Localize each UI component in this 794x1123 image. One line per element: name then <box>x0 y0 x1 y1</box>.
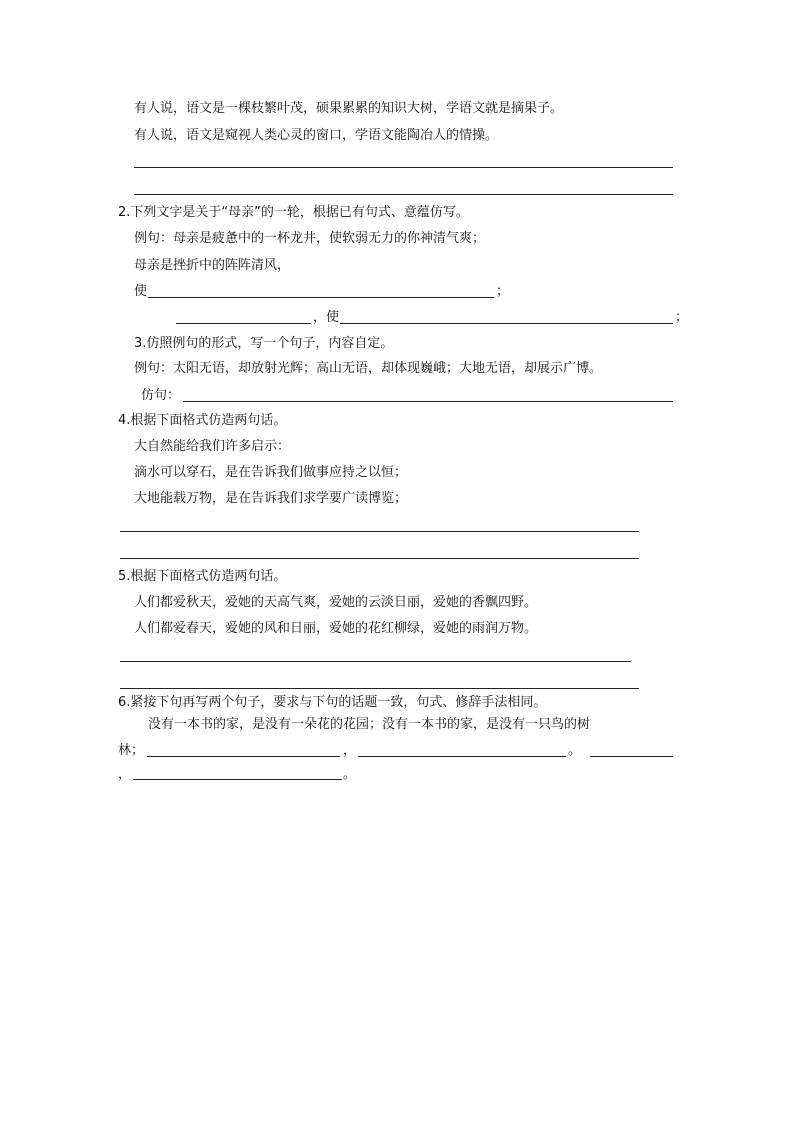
q1-answer-line-2[interactable] <box>134 194 673 195</box>
q1-answer-line-1[interactable] <box>134 167 673 168</box>
q4-line2: 滴水可以穿石，是在告诉我们做事应持之以恒； <box>134 465 408 480</box>
q6-period: 。 <box>568 743 582 758</box>
q4-line3: 大地能载万物，是在告诉我们求学要广读博览； <box>134 491 408 506</box>
q2-line: 母亲是挫折中的阵阵清风， <box>134 258 291 273</box>
q2-blank-3[interactable] <box>340 323 673 324</box>
q4-answer-line-1[interactable] <box>120 531 639 532</box>
q5-title: 5.根据下面格式仿造两句话。 <box>118 569 287 584</box>
q2-shi-label: 使 <box>134 284 148 299</box>
q6-blank-4[interactable] <box>133 779 342 780</box>
q6-comma-2: ， <box>118 767 132 782</box>
q5-line2: 人们都爱春天，爱她的风和日丽，爱她的花红柳绿，爱她的雨润万物。 <box>134 621 538 636</box>
q4-title: 4.根据下面格式仿造两句话。 <box>118 413 287 428</box>
q4-line1: 大自然能给我们许多启示： <box>134 439 291 454</box>
q3-title: 3.仿照例句的形式，写一个句子，内容自定。 <box>134 336 394 351</box>
q5-answer-line-1[interactable] <box>120 661 631 662</box>
q6-period-2: 。 <box>343 767 357 782</box>
q2-title: 2.下列文字是关于“母亲”的一轮，根据已有句式、意蕴仿写。 <box>118 205 469 220</box>
q4-answer-line-2[interactable] <box>120 558 639 559</box>
q2-blank-1[interactable] <box>148 297 494 298</box>
q2-comma-shi: ，使 <box>313 310 340 325</box>
q6-comma: ， <box>343 743 357 758</box>
q6-blank-2[interactable] <box>358 756 566 757</box>
q2-semicolon-2: ； <box>675 310 689 325</box>
q1-line1: 有人说，语文是一棵枝繁叶茂，硕果累累的知识大树，学语文就是摘果子。 <box>134 101 564 116</box>
q6-blank-3[interactable] <box>590 756 673 757</box>
q6-lin: 林； <box>118 743 145 758</box>
q2-example: 例句：母亲是疲惫中的一杯龙井，使软弱无力的你神清气爽； <box>134 231 486 246</box>
q6-line1: 没有一本书的家，是没有一朵花的花园；没有一本书的家，是没有一只鸟的树 <box>148 717 591 732</box>
q3-example: 例句：太阳无语，却放射光辉；高山无语，却体现巍峨；大地无语，却展示广博。 <box>134 361 603 376</box>
q3-answer-label: 仿句： <box>141 388 181 403</box>
q6-blank-1[interactable] <box>147 756 340 757</box>
q5-answer-line-2[interactable] <box>120 688 639 689</box>
q5-line1: 人们都爱秋天，爱她的天高气爽，爱她的云淡日丽，爱她的香飘四野。 <box>134 595 538 610</box>
q3-answer-line[interactable] <box>183 401 673 402</box>
q2-semicolon-1: ； <box>496 284 510 299</box>
q2-blank-2[interactable] <box>176 323 311 324</box>
q1-line2: 有人说，语文是窥视人类心灵的窗口，学语文能陶冶人的情操。 <box>134 128 499 143</box>
q6-title: 6.紧接下句再写两个句子，要求与下句的话题一致，句式、修辞手法相同。 <box>118 695 547 710</box>
